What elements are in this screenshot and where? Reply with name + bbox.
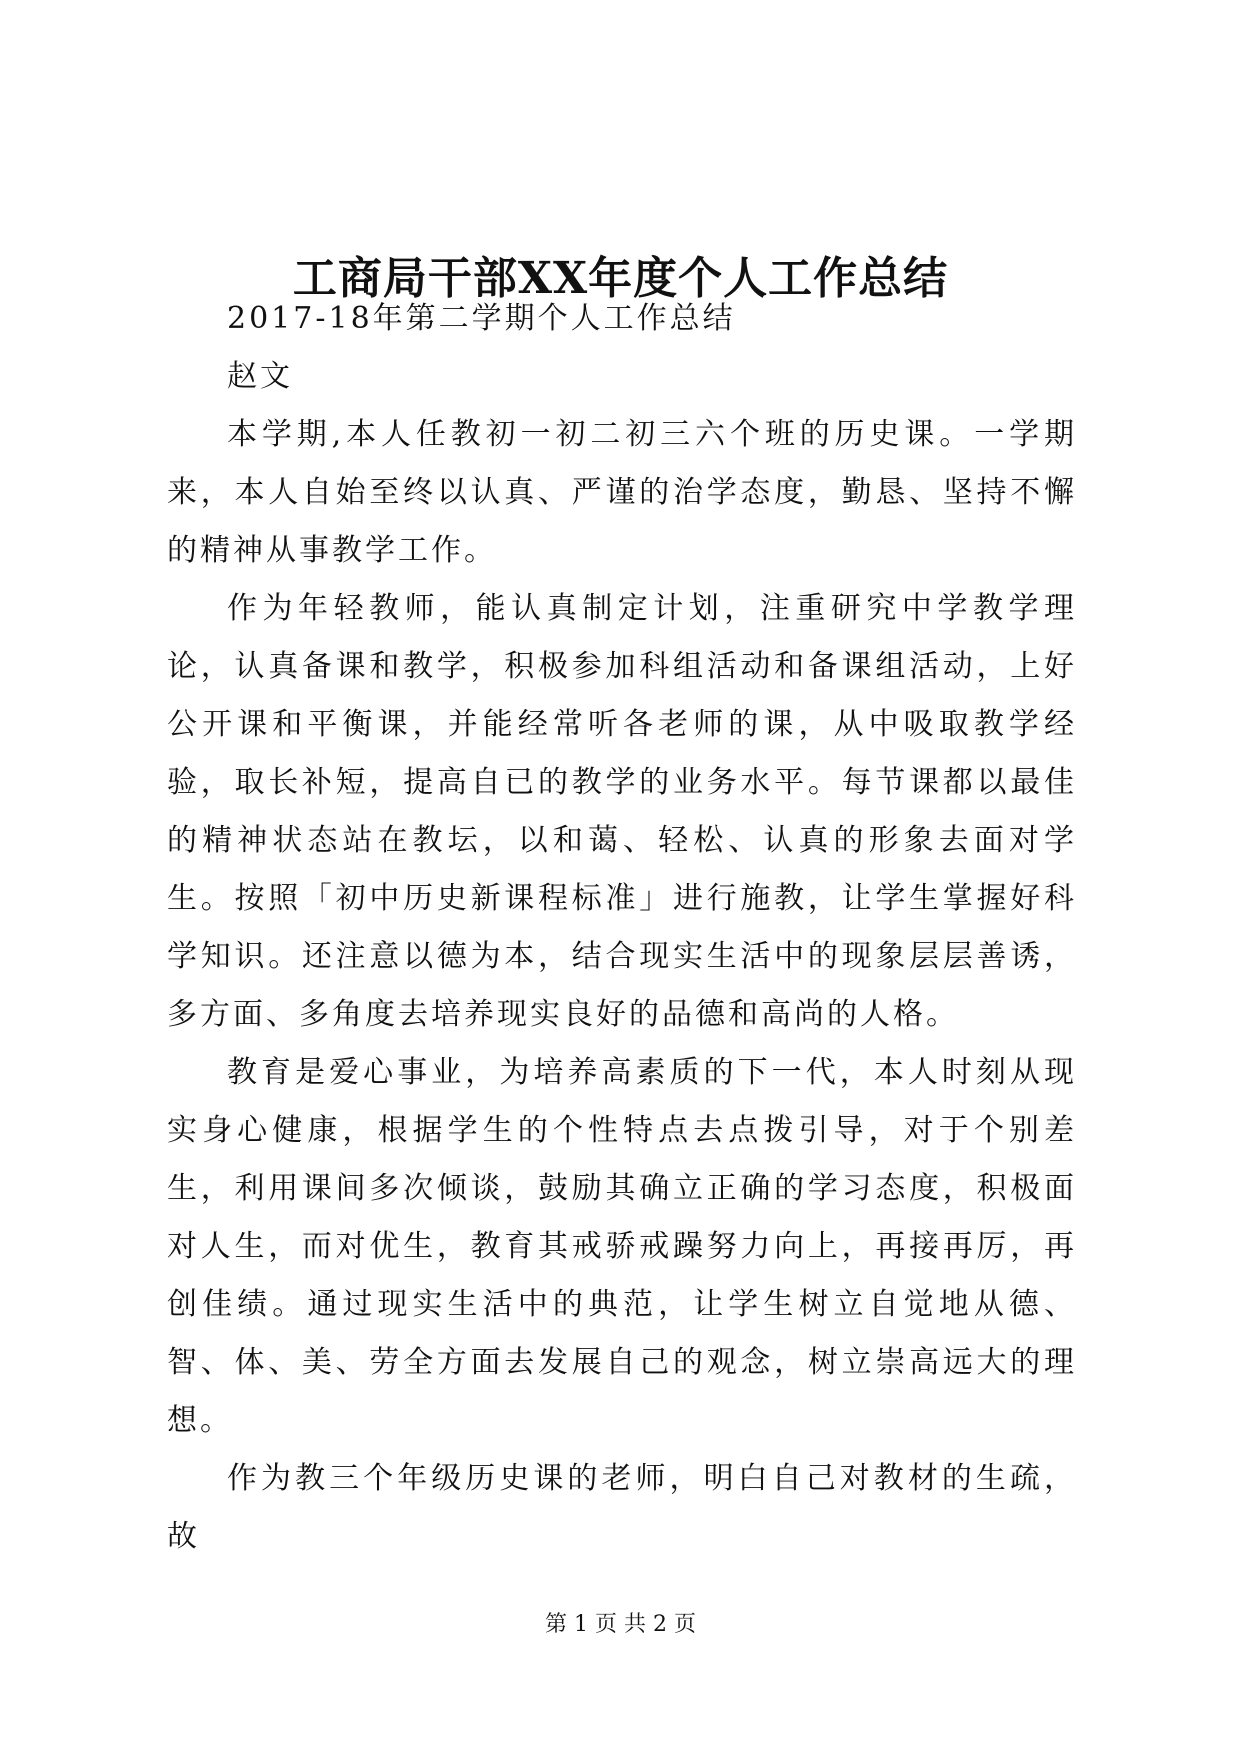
body-paragraph: 本学期,本人任教初一初二初三六个班的历史课。一学期来，本人自始至终以认真、严谨的治学态度，勤恳、坚持不懈的精神从事教学工作。: [167, 417, 1077, 568]
body-paragraph: 作为教三个年级历史课的老师，明白自己对教材的生疏，故: [167, 1461, 1077, 1554]
subtitle-line: 2017-18年第二学期个人工作总结: [227, 301, 736, 336]
page-number-footer: 第 1 页 共 2 页: [545, 1612, 696, 1637]
author-line: 赵文: [227, 359, 293, 394]
document-title: 工商局干部XX年度个人工作总结: [292, 253, 949, 305]
body-paragraph: 作为年轻教师，能认真制定计划，注重研究中学教学理论，认真备课和教学，积极参加科组活动和备课组活动，上好公开课和平衡课，并能经常听各老师的课，从中吸取教学经验，取长补短，提高自已的教学的业务水平。每节课都以最佳的精神状态站在教坛，以和蔼、轻松、认真的形象去面对学生。按照「初中历史新课程标准」进行施教，让学生掌握好科学知识。还注意以德为本，结合现实生活中的现象层层善诱，多方面、多角度去培养现实良好的品德和高尚的人格。: [167, 591, 1077, 1032]
document-body: [167, 290, 1077, 1566]
body-paragraph: 教育是爱心事业，为培养高素质的下一代，本人时刻从现实身心健康，根据学生的个性特点去点拨引导，对于个别差生，利用课间多次倾谈，鼓励其确立正确的学习态度，积极面对人生，而对优生，教育其戒骄戒躁努力向上，再接再厉，再创佳绩。通过现实生活中的典范，让学生树立自觉地从德、智、体、美、劳全方面去发展自己的观念，树立崇高远大的理想。: [167, 1055, 1077, 1438]
